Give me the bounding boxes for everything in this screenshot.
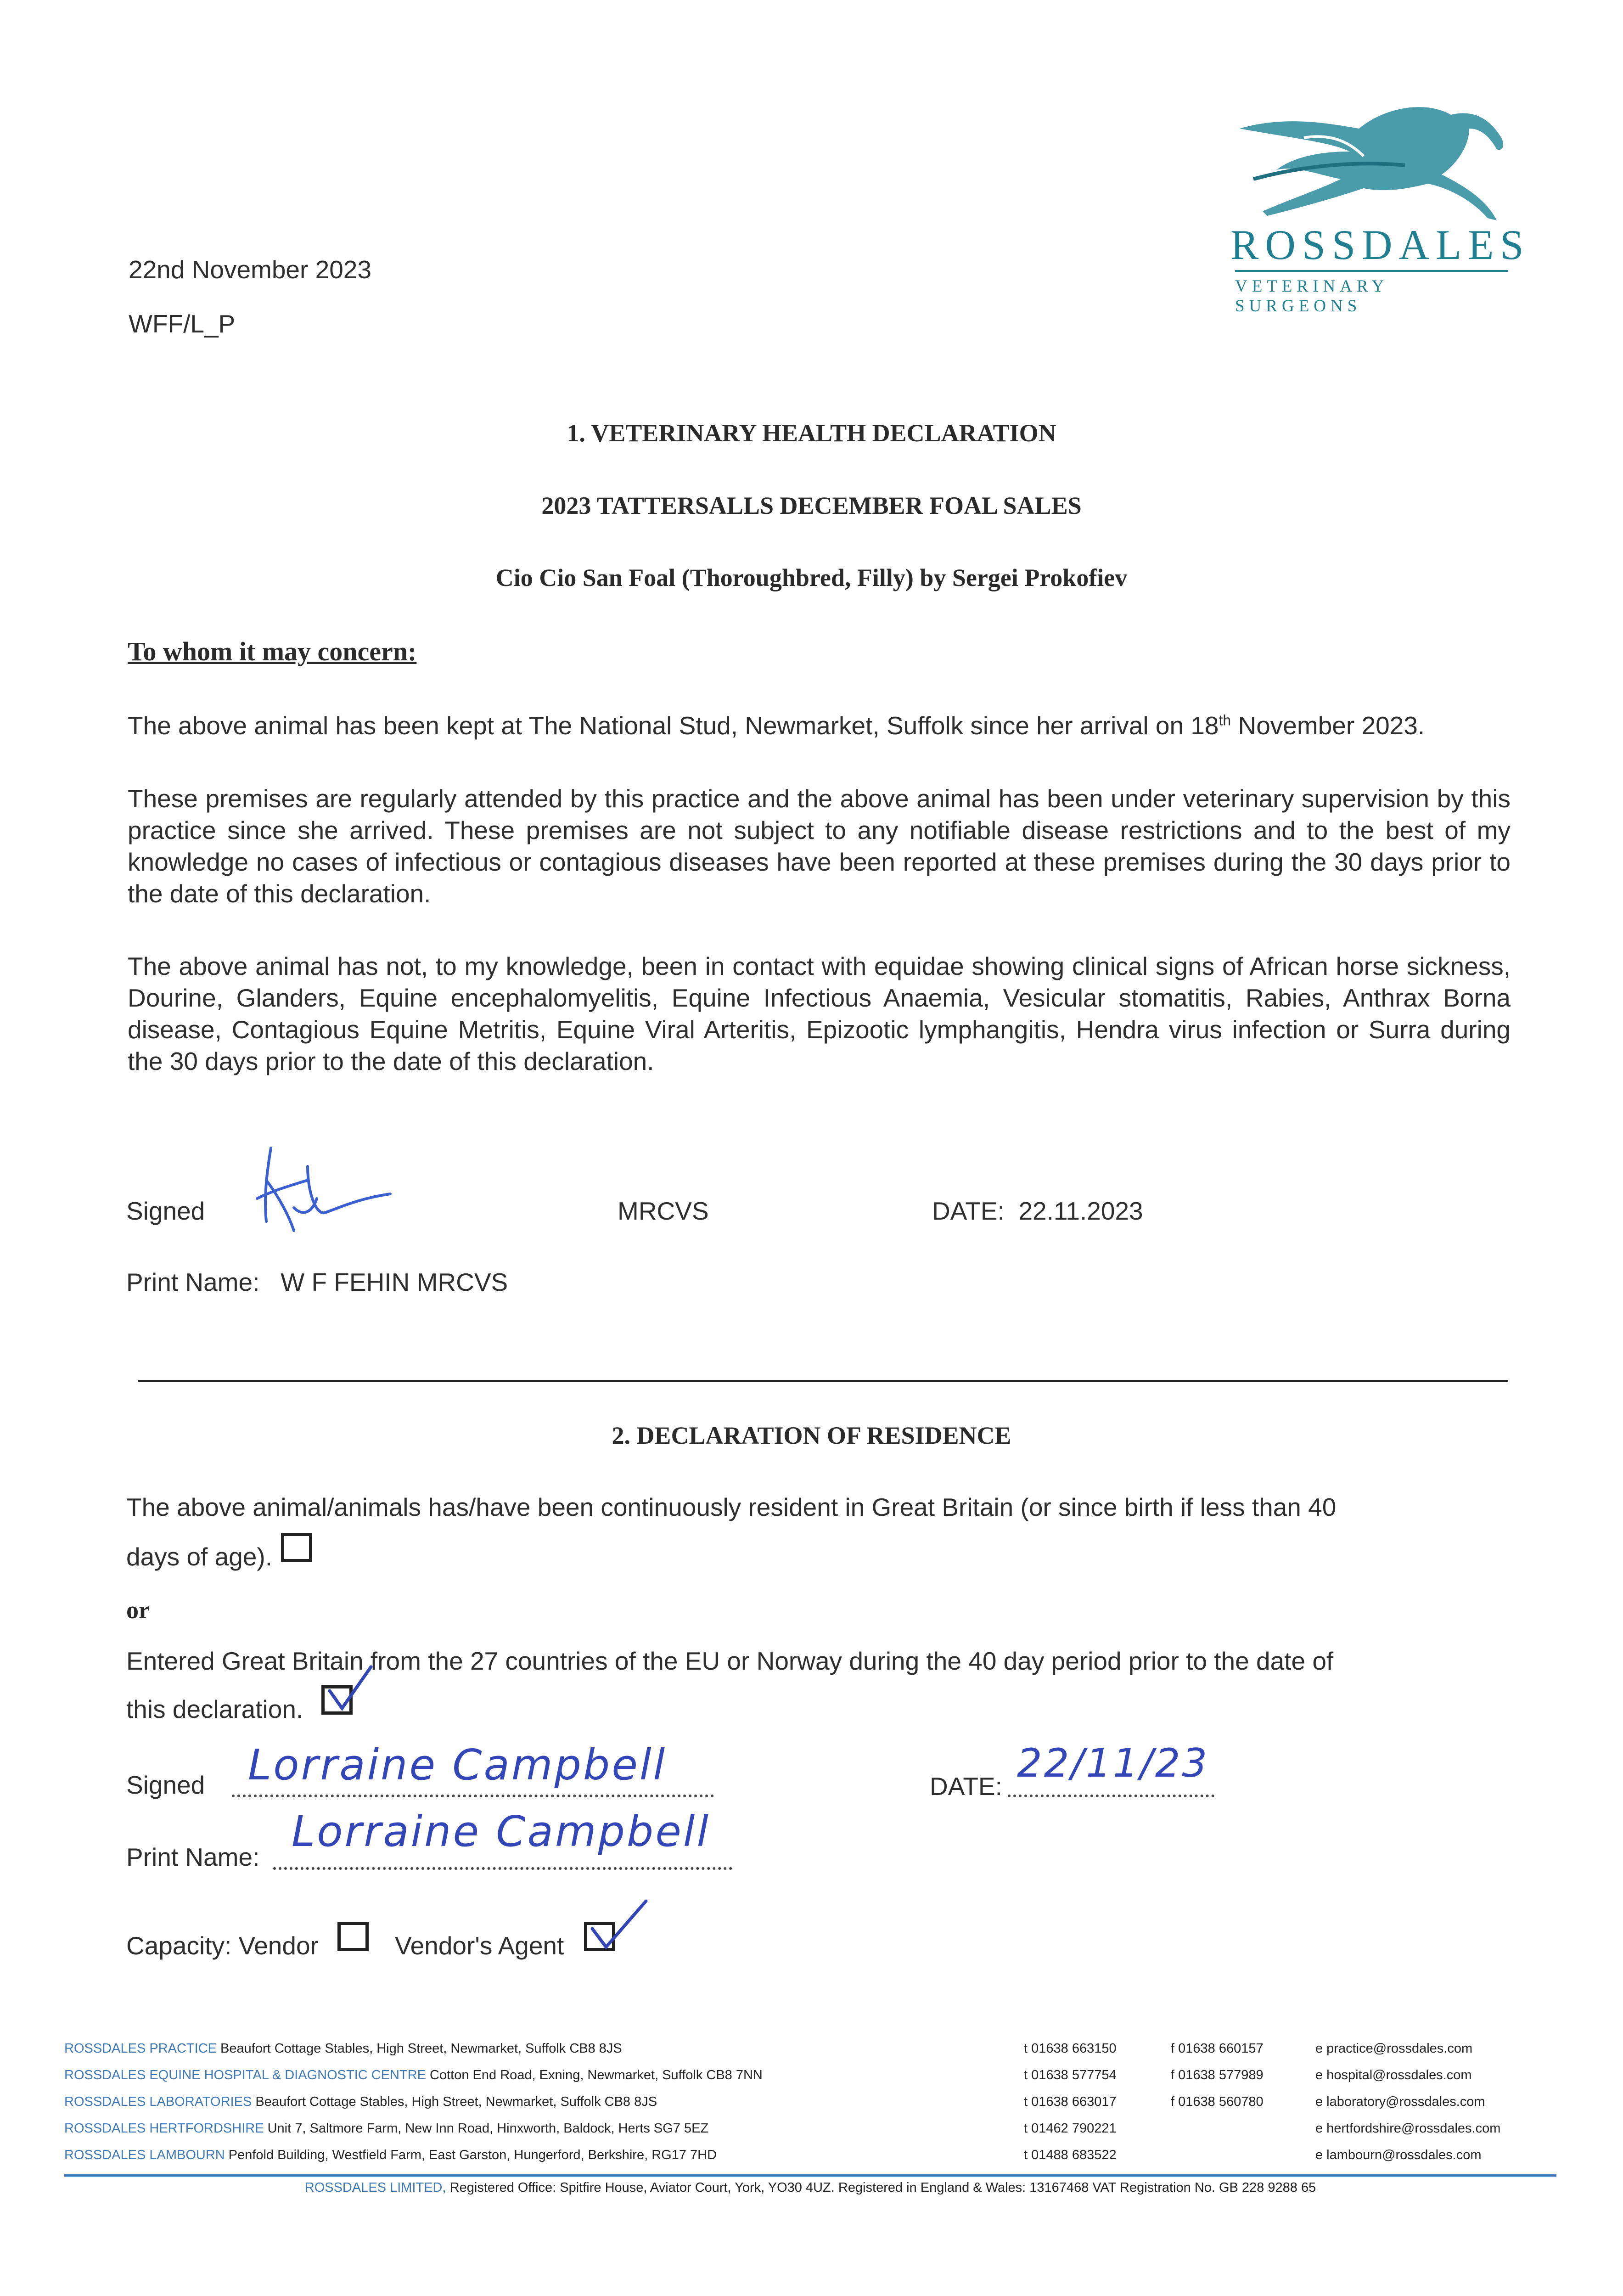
footer-email: e practice@rossdales.com [1315, 2041, 1473, 2056]
option1-line2: days of age). [126, 1542, 272, 1571]
footer-tel: t 01638 577754 [1024, 2068, 1117, 2082]
resident-checkbox[interactable] [281, 1533, 312, 1562]
footer-row [64, 2121, 1556, 2148]
vendor-checkbox[interactable] [337, 1922, 369, 1951]
print-label: Print Name: [126, 1268, 260, 1296]
arrival-text-end: November 2023. [1231, 711, 1425, 740]
horse-logo-icon [1212, 96, 1515, 225]
capacity-label: Capacity: Vendor [126, 1931, 319, 1960]
section1-title: 1. VETERINARY HEALTH DECLARATION [567, 419, 1056, 447]
footer-fax: f 01638 577989 [1171, 2068, 1264, 2082]
footer-address: ROSSDALES HERTFORDSHIRE Unit 7, Saltmore Farm, New Inn Road, Hinxworth, Baldock, Herts SG7 5EZ [64, 2121, 709, 2136]
footer-address: ROSSDALES EQUINE HOSPITAL & DIAGNOSTIC CENTRE Cotton End Road, Exning, Newmarket, Suffolk CB8 7NN [64, 2068, 763, 2082]
footer-row [64, 2148, 1556, 2172]
ordinal-suffix: th [1219, 712, 1231, 729]
footer-fax: f 01638 660157 [1171, 2041, 1264, 2056]
footer-tel: t 01638 663150 [1024, 2041, 1117, 2056]
handwritten-date: 22/11/23 [1017, 1740, 1209, 1786]
paragraph-premises: These premises are regularly attended by this practice and the above animal has been under veterinary supervision by this practice since she arrived. These premises are not subject to any notifiable disease restrictions and to the best of my knowledge no cases of infectious or contagious diseases have been reported at these premises during the 30 days prior to the date of this declaration. [128, 784, 1511, 908]
footer-address: ROSSDALES LAMBOURN Penfold Building, Westfield Farm, East Garston, Hungerford, Berkshire, RG17 7HD [64, 2148, 717, 2162]
agent-label: Vendor's Agent [395, 1931, 564, 1960]
letter-date: 22nd November 2023 [129, 255, 371, 284]
section2-title: 2. DECLARATION OF RESIDENCE [612, 1422, 1011, 1449]
handwritten-print-name: Lorraine Campbell [292, 1807, 711, 1856]
registered-office: ROSSDALES LIMITED, Registered Office: Spitfire House, Aviator Court, York, YO30 4UZ. Registered in England & Wales: 13167468 VAT Registration No. GB 228 9288 65 [304, 2180, 1316, 2195]
footer-email: e hospital@rossdales.com [1315, 2068, 1472, 2082]
footer-email: e hertfordshire@rossdales.com [1315, 2121, 1501, 2136]
or-label: or [126, 1596, 150, 1624]
footer-row [64, 2041, 1556, 2068]
option2-line2: this declaration. [126, 1695, 303, 1723]
mrcvs-label: MRCVS [618, 1197, 709, 1225]
salutation: To whom it may concern: [128, 636, 417, 666]
section2-signed-label: Signed [126, 1771, 205, 1799]
vendor-signature-image: Lorraine Campbell [248, 1740, 667, 1790]
footer-address: ROSSDALES PRACTICE Beaufort Cottage Stables, High Street, Newmarket, Suffolk CB8 8JS [64, 2041, 622, 2056]
section1-date [932, 1196, 1143, 1226]
footer-email: e laboratory@rossdales.com [1315, 2094, 1485, 2109]
footer-row [64, 2068, 1556, 2094]
paragraph-contact: The above animal has not, to my knowledge, been in contact with equidae showing clinical signs of African horse sickness, Dourine, Glanders, Equine encephalomyelitis, Equine Infectious Anaemia, Vesicular stomatitis, Rabies, Anthrax Borna disease, Contagious Equine Metritis, Equine Viral Arteritis, Epizootic lymphangitis, Hendra virus infection or Surra during the 30 days prior to the date of this declaration. [128, 952, 1511, 1075]
footer-row [64, 2094, 1556, 2121]
reference-code: WFF/L_P [129, 310, 236, 338]
footer-address: ROSSDALES LABORATORIES Beaufort Cottage Stables, High Street, Newmarket, Suffolk CB8 8JS [64, 2094, 657, 2109]
section2-date-label: DATE: [930, 1772, 1002, 1801]
footer-rule [64, 2174, 1556, 2177]
option1-line1: The above animal/animals has/have been continuously resident in Great Britain (or since birth if less than 40 [126, 1493, 1337, 1521]
footer-tel: t 01462 790221 [1024, 2121, 1117, 2136]
footer-tel: t 01488 683522 [1024, 2148, 1117, 2162]
section2-print-label: Print Name: [126, 1843, 260, 1871]
option2-line1: Entered Great Britain from the 27 countries of the EU or Norway during the 40 day period prior to the date of [126, 1647, 1334, 1675]
footer-tel: t 01638 663017 [1024, 2094, 1117, 2109]
section-divider [138, 1380, 1508, 1382]
logo-tagline: VETERINARY SURGEONS [1235, 277, 1388, 315]
vet-signature-image [239, 1139, 413, 1244]
logo-rule [1235, 270, 1508, 272]
logo-name: ROSSDALES [1230, 221, 1530, 268]
signed-label: Signed [126, 1197, 205, 1225]
footer-fax: f 01638 560780 [1171, 2094, 1264, 2109]
agent-checkmark-icon [584, 1896, 653, 1956]
footer [64, 2041, 1556, 2195]
footer-email: e lambourn@rossdales.com [1315, 2148, 1482, 2162]
date-label: DATE: [932, 1197, 1005, 1225]
rossdales-logo [1212, 96, 1530, 317]
paragraph-arrival [128, 711, 1425, 740]
print-name-row [126, 1267, 508, 1297]
animal-title: Cio Cio San Foal (Thoroughbred, Filly) by Sergei Prokofiev [495, 564, 1128, 591]
date-value: 22.11.2023 [1018, 1197, 1143, 1225]
checkmark-icon [321, 1662, 376, 1717]
arrival-text: The above animal has been kept at The National Stud, Newmarket, Suffolk since her arrival on 18 [128, 711, 1219, 740]
sale-title: 2023 TATTERSALLS DECEMBER FOAL SALES [541, 492, 1082, 519]
print-value: W F FEHIN MRCVS [281, 1268, 508, 1296]
